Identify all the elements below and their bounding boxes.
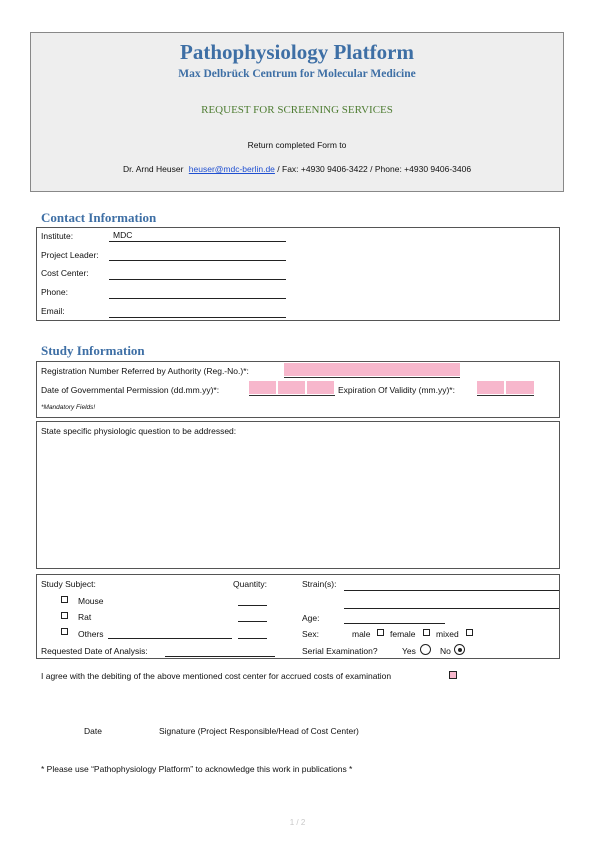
no-label: No bbox=[440, 646, 451, 656]
contact-name: Dr. Arnd Heuser bbox=[122, 164, 184, 174]
mouse-quantity-field[interactable] bbox=[238, 605, 267, 606]
footnote: * Please use “Pathophysiology Platform” to acknowledge this work in publications * bbox=[41, 764, 353, 774]
institute-field[interactable]: MDC bbox=[113, 230, 133, 240]
expiration-label: Expiration Of Validity (mm.yy)*: bbox=[338, 385, 455, 395]
requested-date-field[interactable] bbox=[165, 656, 275, 657]
page-subtitle: Max Delbrück Centrum for Molecular Medicine bbox=[178, 68, 416, 80]
institute-field-line bbox=[109, 241, 286, 242]
request-heading: REQUEST FOR SCREENING SERVICES bbox=[201, 104, 393, 116]
strain-label: Strain(s): bbox=[302, 579, 337, 589]
expiration-line bbox=[477, 395, 534, 396]
study-section-title: Study Information bbox=[41, 343, 145, 358]
phone-field[interactable] bbox=[109, 298, 286, 299]
question-label: State specific physiologic question to be addressed: bbox=[41, 426, 237, 436]
phone-label: Phone: bbox=[41, 287, 68, 297]
date-label: Date bbox=[84, 726, 102, 736]
mixed-checkbox[interactable] bbox=[466, 629, 473, 636]
signature-label: Signature (Project Responsible/Head of Cost Center) bbox=[159, 726, 359, 736]
others-checkbox[interactable] bbox=[61, 628, 68, 635]
expiration-month[interactable] bbox=[477, 381, 504, 394]
expiration-year[interactable] bbox=[506, 381, 534, 394]
age-label: Age: bbox=[302, 613, 320, 623]
rat-checkbox[interactable] bbox=[61, 612, 68, 619]
yes-radio[interactable] bbox=[420, 644, 431, 655]
strain-field-2[interactable] bbox=[344, 608, 559, 609]
email-field[interactable] bbox=[109, 317, 286, 318]
page-number: 1 / 2 bbox=[289, 818, 306, 827]
no-radio[interactable] bbox=[454, 644, 465, 655]
requested-date-label: Requested Date of Analysis: bbox=[41, 646, 148, 656]
others-field[interactable] bbox=[108, 638, 232, 639]
contact-line bbox=[30, 164, 564, 174]
age-field[interactable] bbox=[344, 623, 445, 624]
others-quantity-field[interactable] bbox=[238, 638, 267, 639]
institute-label: Institute: bbox=[41, 231, 74, 241]
serial-exam-label: Serial Examination? bbox=[302, 646, 378, 656]
quantity-label: Quantity: bbox=[233, 579, 268, 589]
sex-label: Sex: bbox=[302, 629, 320, 639]
mouse-label: Mouse bbox=[78, 596, 104, 606]
female-checkbox[interactable] bbox=[423, 629, 430, 636]
contact-section-title: Contact Information bbox=[41, 210, 157, 225]
contact-fax-phone: / Fax: +4930 9406-3422 / Phone: +4930 9406-3406 bbox=[274, 164, 472, 174]
rat-label: Rat bbox=[78, 612, 92, 622]
permission-date-day[interactable] bbox=[249, 381, 276, 394]
registration-field[interactable] bbox=[284, 363, 460, 376]
agreement-text: I agree with the debiting of the above mentioned cost center for accrued costs of examination bbox=[41, 671, 392, 681]
permission-date-month[interactable] bbox=[278, 381, 305, 394]
male-checkbox[interactable] bbox=[377, 629, 384, 636]
project-leader-field[interactable] bbox=[109, 260, 286, 261]
project-leader-label: Project Leader: bbox=[41, 250, 99, 260]
page-title: Pathophysiology Platform bbox=[180, 40, 414, 64]
mixed-label: mixed bbox=[436, 629, 459, 639]
registration-field-line bbox=[284, 377, 460, 378]
mouse-checkbox[interactable] bbox=[61, 596, 68, 603]
male-label: male bbox=[352, 629, 371, 639]
study-subject-label: Study Subject: bbox=[41, 579, 96, 589]
strain-field-1[interactable] bbox=[344, 590, 559, 591]
cost-center-label: Cost Center: bbox=[41, 268, 89, 278]
registration-label: Registration Number Referred by Authority (Reg.-No.)*: bbox=[41, 366, 249, 376]
agreement-checkbox[interactable] bbox=[449, 671, 457, 679]
others-label: Others bbox=[78, 629, 104, 639]
question-box[interactable] bbox=[36, 421, 560, 569]
return-line: Return completed Form to bbox=[247, 140, 347, 150]
permission-date-year[interactable] bbox=[307, 381, 334, 394]
female-label: female bbox=[390, 629, 416, 639]
yes-label: Yes bbox=[402, 646, 416, 656]
cost-center-field[interactable] bbox=[109, 279, 286, 280]
contact-email-link[interactable]: heuser@mdc-berlin.de bbox=[188, 164, 275, 174]
mandatory-note: *Mandatory Fields! bbox=[41, 404, 96, 411]
rat-quantity-field[interactable] bbox=[238, 621, 267, 622]
email-label: Email: bbox=[41, 306, 65, 316]
permission-date-label: Date of Governmental Permission (dd.mm.yy)*: bbox=[41, 385, 220, 395]
permission-date-line bbox=[249, 395, 335, 396]
